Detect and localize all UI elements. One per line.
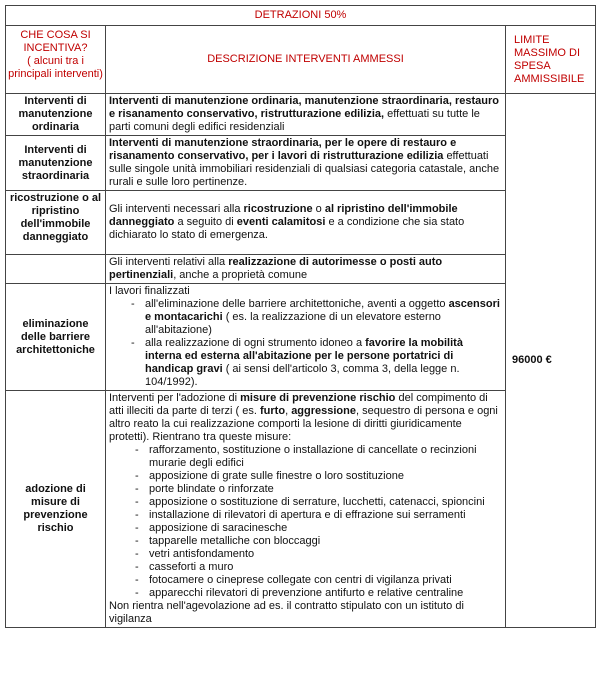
list-item: [131, 337, 502, 389]
description-cell: [106, 284, 506, 391]
description-text: a seguito di: [174, 216, 237, 228]
description-bold: furto: [260, 405, 286, 417]
spending-limit-value: 96000 €: [506, 94, 596, 628]
header-what-sub: ( alcuni tra i principali interventi): [8, 55, 103, 80]
list-item: - fotocamere o cineprese collegate con centri di vigilanza privati: [135, 574, 502, 587]
description-text: , anche a proprietà comune: [173, 269, 308, 281]
description-text: del compimento di atti illeciti da parte di terzi ( es.: [109, 392, 488, 417]
category-risk-prevention: adozione di misure di prevenzione rischio: [6, 391, 106, 628]
table-title: DETRAZIONI 50%: [6, 6, 596, 26]
description-text: alla realizzazione di ogni strumento idoneo a: [145, 337, 366, 349]
description-bold: aggressione: [291, 405, 356, 417]
table-row: [6, 94, 596, 136]
category-architectural-barriers: eliminazione delle barriere architettoniche: [6, 284, 106, 391]
description-bold: ascensori e montacarichi: [145, 298, 500, 323]
list-item: - vetri antisfondamento: [135, 548, 502, 561]
header-spending-limit: LIMITE MASSIMO DI SPESA AMMISSIBILE: [506, 26, 596, 94]
deductions-table: [5, 5, 596, 628]
description-cell: [106, 136, 506, 191]
list-item: - apposizione di grate sulle finestre o loro sostituzione: [135, 470, 502, 483]
description-text: Gli interventi relativi alla: [109, 256, 229, 268]
description-bold: favorire la mobilità interna ed esterna all'abitazione per le persone portatrici di handicap gravi: [145, 337, 463, 375]
prevention-measures-list: [109, 444, 502, 600]
description-text: , sequestro di persona e ogni altro reato la cui realizzazione comporti la lesione di diritti giuridicamente protetti). Rientrano tra queste misure:: [109, 405, 498, 443]
description-text: o: [312, 203, 325, 215]
description-text: effettuati su tutte le parti comuni degli edifici residenziali: [109, 108, 480, 133]
header-what-main: CHE COSA SI INCENTIVA?: [20, 29, 91, 54]
list-item: - apposizione o sostituzione di serrature, lucchetti, catenacci, spioncini: [135, 496, 502, 509]
description-text: e a condizione che sia stato dichiarato lo stato di emergenza.: [109, 216, 465, 241]
description-text: Gli interventi necessari alla: [109, 203, 244, 215]
description-bold: misure di prevenzione rischio: [240, 392, 396, 404]
list-item: [131, 298, 502, 337]
list-item: - rafforzamento, sostituzione o installazione di cancellate o recinzioni murarie degli edifici: [135, 444, 502, 470]
description-text: ,: [285, 405, 292, 417]
list-item: - apposizione di saracinesche: [135, 522, 502, 535]
description-bold: realizzazione di autorimesse o posti auto pertinenziali: [109, 256, 443, 281]
description-text: Interventi per l'adozione di: [109, 392, 241, 404]
description-intro: I lavori finalizzati: [109, 285, 190, 297]
description-bold: ricostruzione: [243, 203, 313, 215]
description-cell: [106, 255, 506, 284]
list-item: - porte blindate o rinforzate: [135, 483, 502, 496]
barriers-list: [109, 298, 502, 389]
description-intro: [109, 392, 502, 444]
header-row: [6, 26, 596, 94]
list-item: - installazione di rilevatori di apertura e di effrazione sui serramenti: [135, 509, 502, 522]
description-cell: [106, 191, 506, 255]
description-bold: Interventi di manutenzione straordinaria, per le opere di restauro e risanamento conservativo, per i lavori di ristrutturazione edilizia: [109, 137, 457, 162]
description-bold: al ripristino dell'immobile danneggiato: [109, 203, 458, 228]
list-item: - apparecchi rilevatori di prevenzione antifurto e relative centraline: [135, 587, 502, 600]
description-cell: [106, 391, 506, 628]
description-text: effettuati sulle singole unità immobiliari residenziali di qualsiasi categoria catastale, anche rurali e sulle loro pertinenze.: [109, 150, 500, 188]
description-text: ( ai sensi dell'articolo 3, comma 3, della legge n. 104/1992).: [145, 363, 460, 388]
description-text: ( es. la realizzazione di un elevatore esterno all'abitazione): [145, 311, 441, 336]
description-bold: eventi calamitosi: [236, 216, 326, 228]
category-ordinary-maintenance: Interventi di manutenzione ordinaria: [6, 94, 106, 136]
category-extraordinary-maintenance: Interventi di manutenzione straordinaria: [6, 136, 106, 191]
category-garages: [6, 255, 106, 284]
header-description: DESCRIZIONE INTERVENTI AMMESSI: [106, 26, 506, 94]
category-reconstruction: ricostruzione o al ripristino dell'immobile danneggiato: [6, 191, 106, 255]
description-cell: [106, 94, 506, 136]
description-footer: Non rientra nell'agevolazione ad es. il contratto stipulato con un istituto di vigilanza: [109, 600, 464, 625]
list-item: - tapparelle metalliche con bloccaggi: [135, 535, 502, 548]
header-what-incentivized: [6, 26, 106, 94]
description-text: all'eliminazione delle barriere architettoniche, aventi a oggetto: [145, 298, 449, 310]
description-bold: Interventi di manutenzione ordinaria, manutenzione straordinaria, restauro e risanamento conservativo, ristrutturazione edilizia,: [109, 95, 499, 120]
list-item: - casseforti a muro: [135, 561, 502, 574]
title-row: [6, 6, 596, 26]
